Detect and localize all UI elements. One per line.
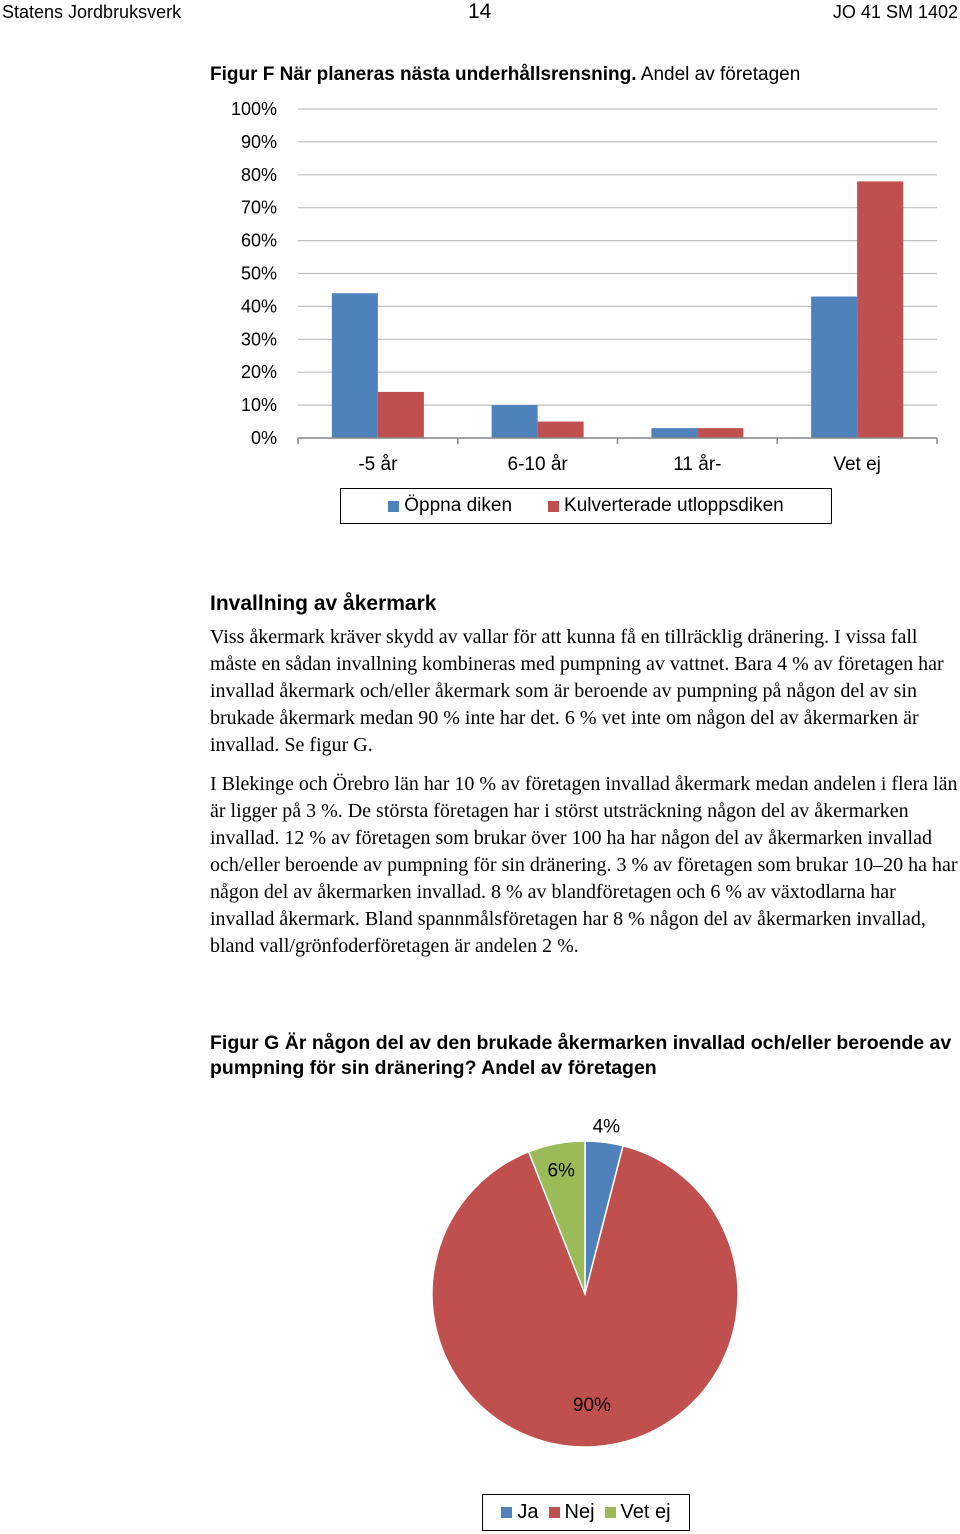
pie-data-label: 4% — [592, 1116, 621, 1138]
y-tick-label: 100% — [230, 99, 277, 119]
y-tick-label: 80% — [240, 164, 277, 185]
figure-g-legend — [482, 1494, 690, 1531]
legend-item-vet-ej — [605, 1501, 671, 1524]
page-number: 14 — [468, 0, 492, 23]
legend-label: Nej — [564, 1501, 595, 1523]
category-label: Vet ej — [833, 454, 881, 475]
y-tick-label: 30% — [240, 329, 277, 350]
pie-data-label: 6% — [547, 1160, 575, 1182]
legend-swatch-blue — [501, 1507, 512, 1518]
legend-swatch-green — [605, 1507, 616, 1518]
header-publisher: Statens Jordbruksverk — [2, 2, 182, 22]
category-label: 6-10 år — [507, 454, 568, 475]
section-heading: Invallning av åkermark — [210, 592, 437, 615]
legend-label: Öppna diken — [404, 495, 513, 516]
body-paragraph-1: Viss åkermark kräver skydd av vallar för att kunna få en tillräcklig dränering. I vissa fall måste en sådan invallning kombineras med pumpning av vattnet. Bara 4 % av företagen har invallad åkermark och/eller åkermark som är beroende av pumpning på någon del av sin brukade åkermark medan 90 % inte har det. 6 % vet inte om någon del av åkermarken är invallad. Se figur G. — [210, 626, 944, 756]
y-tick-label: 90% — [240, 131, 277, 152]
figure-f-title-rest: Andel av företagen — [636, 64, 801, 85]
category-label: -5 år — [358, 454, 398, 475]
legend-label: Vet ej — [620, 1501, 671, 1523]
figure-f-title-bold: Figur F När planeras nästa underhållsrensning. — [210, 64, 637, 85]
y-tick-label: 0% — [250, 428, 277, 448]
legend-label: Ja — [517, 1501, 539, 1523]
y-tick-label: 70% — [240, 197, 277, 218]
y-tick-label: 40% — [240, 296, 277, 317]
legend-label: Kulverterade utloppsdiken — [564, 495, 784, 516]
figure-g-title: Figur G Är någon del av den brukade åkermarken invallad och/eller beroende av pumpning för sin dränering? Andel av företagen — [210, 1032, 952, 1079]
y-tick-label: 20% — [240, 362, 277, 383]
body-paragraph-2: I Blekinge och Örebro län har 10 % av företagen invallad åkermark medan andelen i flera län är ligger på 3 %. De största företagen har i störst utsträckning någon del av åkermarken invallad. 12 % av företagen som brukar över 100 ha har någon del av åkermarken invallad och/eller beroende av pumpning för sin dränering. 3 % av företagen som brukar 10–20 ha har någon del av åkermarken invallad. 8 % av blandföretagen och 6 % av växtodlarna har invallad åkermark. Bland spannmålsföretagen har 8 % någon del av åkermarken invallad, bland vall/grönfoderföretagen är andelen 2 %. — [210, 773, 958, 957]
y-tick-label: 10% — [240, 395, 277, 416]
report-id: JO 41 SM 1402 — [832, 2, 958, 22]
pie-data-label: 90% — [572, 1394, 611, 1416]
legend-swatch-red — [549, 1507, 560, 1518]
category-label: 11 år- — [673, 454, 722, 475]
y-tick-label: 50% — [240, 263, 277, 284]
legend-item-nej — [549, 1501, 595, 1524]
legend-item-ja — [501, 1501, 538, 1524]
y-tick-label: 60% — [240, 230, 277, 251]
